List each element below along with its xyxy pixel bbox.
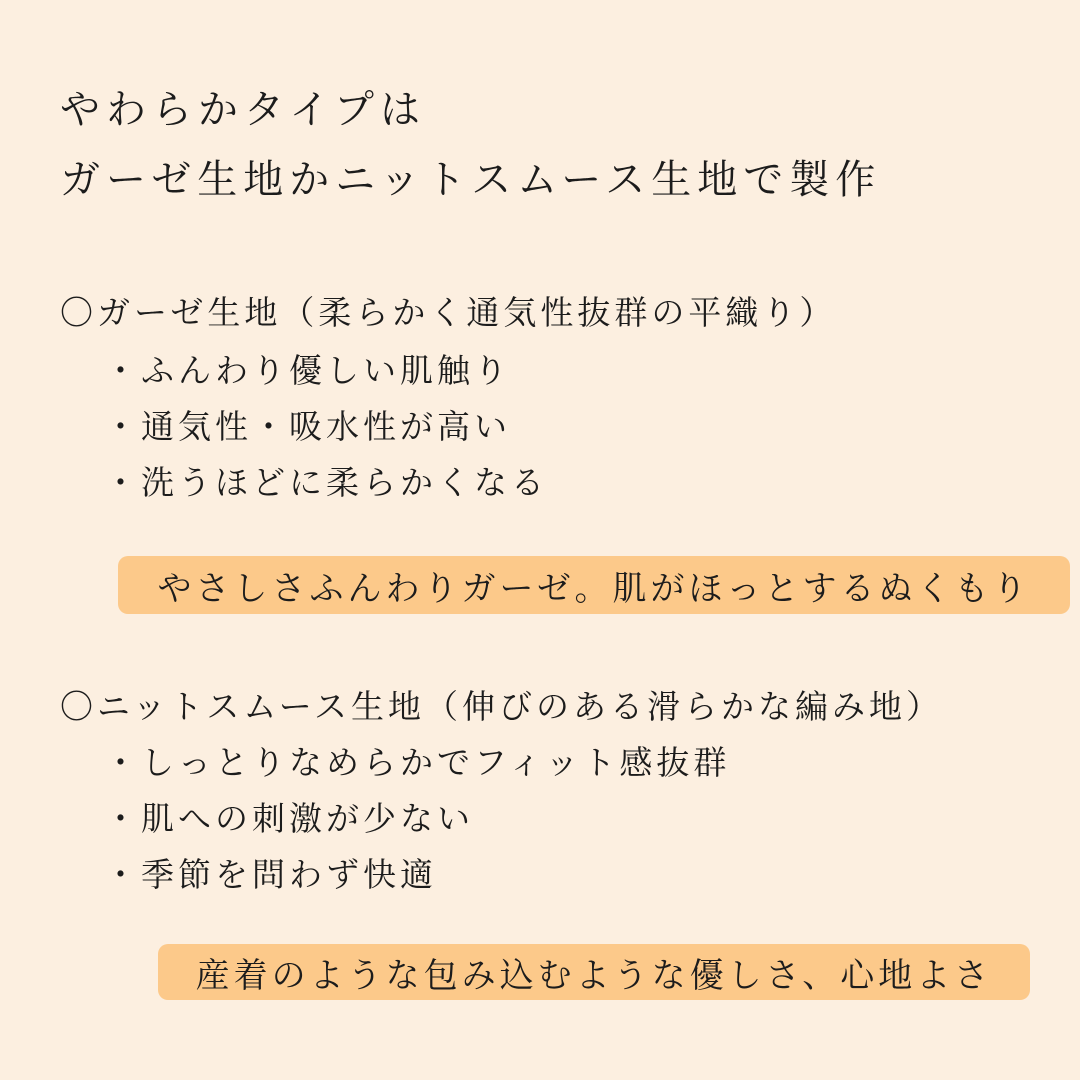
knit-bullet-3: ・季節を問わず快適: [104, 855, 437, 894]
gauze-highlight-text: やさしさふんわりガーゼ。肌がほっとするぬくもり: [157, 568, 1031, 609]
knit-highlight-text: 産着のような包み込むような優しさ、心地よさ: [195, 955, 993, 996]
title-line-1: やわらかタイプは: [60, 87, 426, 133]
gauze-highlight-banner: [118, 556, 1070, 614]
gauze-bullet-3: ・洗うほどに柔らかくなる: [104, 463, 548, 502]
knit-bullet-1: ・しっとりなめらかでフィット感抜群: [104, 743, 731, 782]
gauze-bullet-1: ・ふんわり優しい肌触り: [104, 351, 511, 390]
gauze-bullet-2: ・通気性・吸水性が高い: [104, 407, 511, 446]
title-line-2: ガーゼ生地かニットスムース生地で製作: [60, 157, 882, 203]
gauze-heading: 〇ガーゼ生地（柔らかく通気性抜群の平織り）: [60, 293, 837, 332]
knit-heading: 〇ニットスムース生地（伸びのある滑らかな編み地）: [60, 687, 944, 726]
knit-highlight-banner: [158, 944, 1030, 1000]
knit-bullet-2: ・肌への刺激が少ない: [104, 799, 474, 838]
